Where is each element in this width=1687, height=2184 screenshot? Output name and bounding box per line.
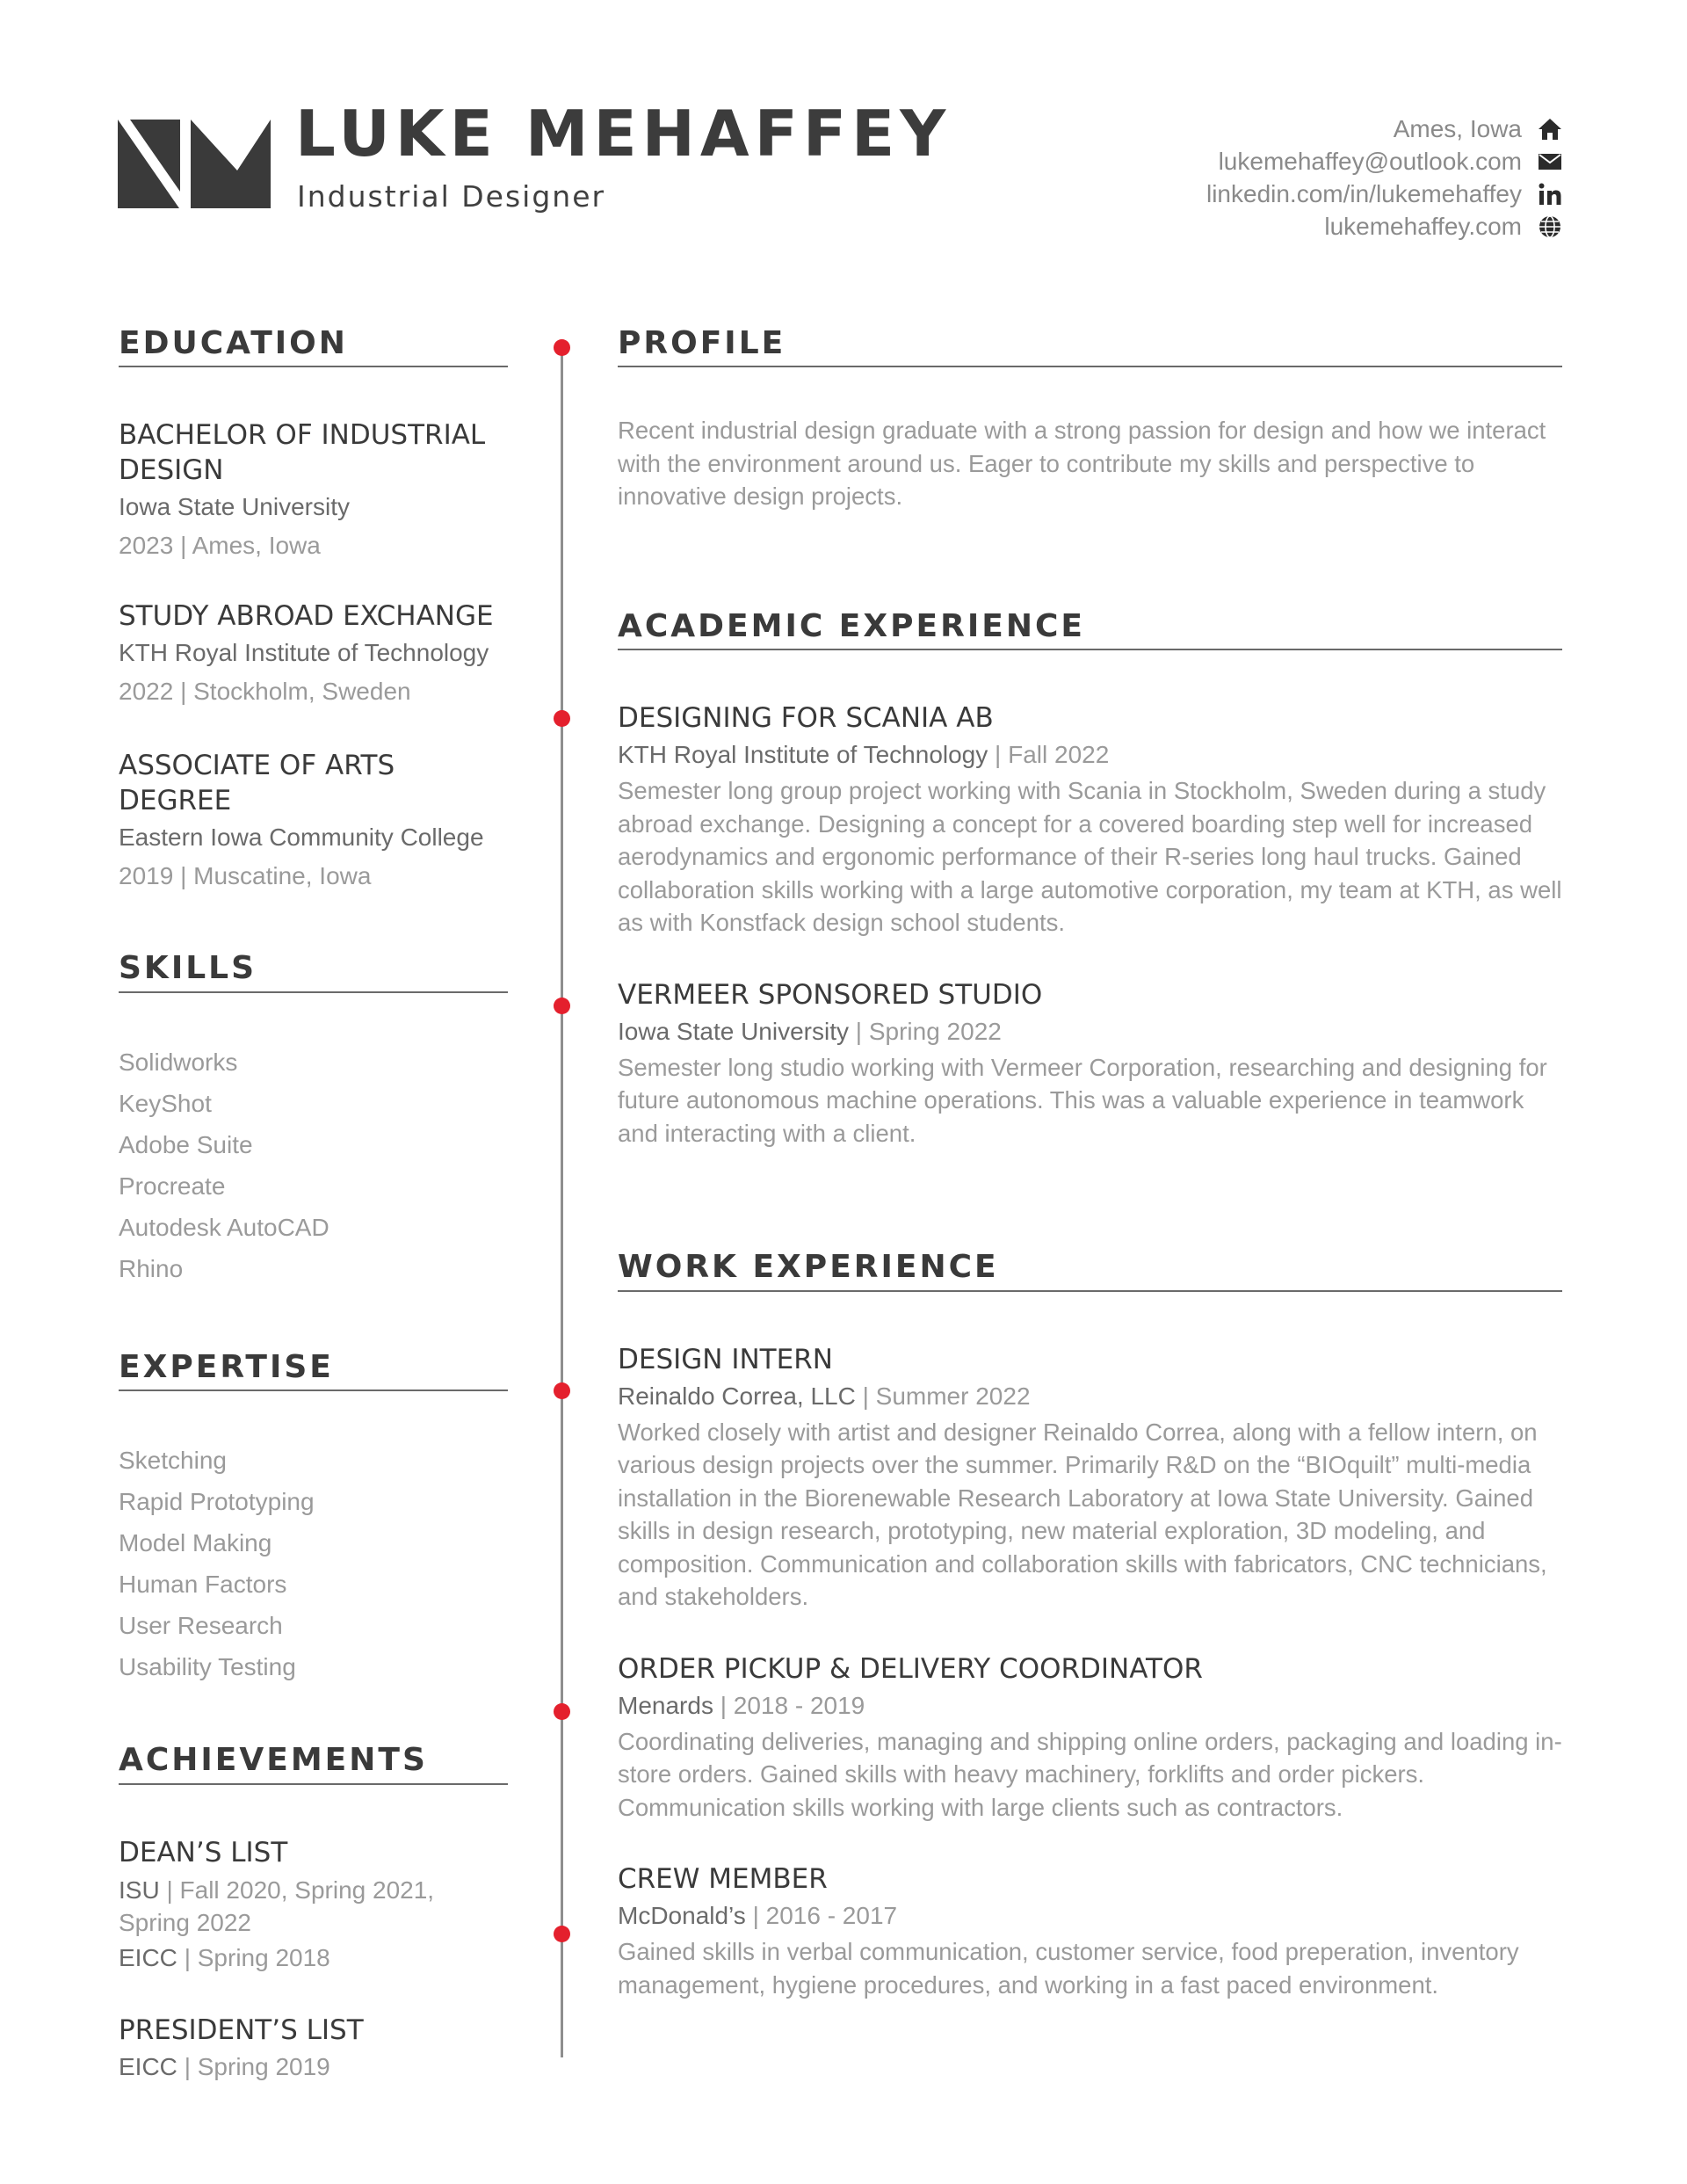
expertise-item: Rapid Prototyping	[119, 1488, 315, 1516]
experience-title: CREW MEMBER	[618, 1863, 828, 1896]
experience-sub	[618, 1687, 1562, 1725]
timeline-dot-profile	[554, 339, 570, 356]
skills-heading: SKILLS	[119, 950, 508, 992]
education-school: Iowa State University	[119, 493, 350, 521]
separator: |	[184, 1943, 198, 1971]
experience-sub	[618, 1377, 1562, 1416]
candidate-title: Industrial Designer	[297, 179, 606, 214]
experience-org: Reinaldo Correa, LLC	[618, 1382, 856, 1410]
achievement-title: PRESIDENT’S LIST	[119, 2013, 364, 2046]
achievement-org: ISU	[119, 1876, 160, 1904]
timeline-dot-menards	[554, 1703, 570, 1720]
academic-item	[618, 977, 1562, 1150]
contact-location	[1206, 112, 1562, 145]
experience-desc: Semester long group project working with Scania in Stockholm, Sweden during a study abroad exchange. Designing a concept for a covered boarding step well for increased aerodynamics and ergonomic performance of their R-series long haul trucks. Gained collaboration skills working with a large automotive corporation, my team at KTH, as well as with Konstfack design school students.	[618, 777, 1562, 937]
experience-title: DESIGNING FOR SCANIA AB	[618, 702, 994, 735]
achievement-line	[119, 1870, 508, 1939]
home-icon	[1538, 117, 1562, 141]
education-item	[119, 748, 508, 896]
experience-title: ORDER PICKUP & DELIVERY COORDINATOR	[618, 1652, 1203, 1685]
profile-heading: PROFILE	[618, 325, 1562, 367]
education-item	[119, 599, 508, 711]
separator: |	[166, 1876, 180, 1904]
left-column	[119, 325, 508, 2086]
experience-date: Summer 2022	[875, 1382, 1031, 1410]
linkedin-icon	[1538, 182, 1562, 207]
education-item	[119, 417, 508, 565]
achievement-date: Spring 2018	[197, 1943, 330, 1971]
contact-linkedin[interactable]	[1206, 178, 1562, 210]
skills-list	[119, 1041, 508, 1289]
separator: |	[855, 1017, 869, 1045]
experience-title: DESIGN INTERN	[618, 1343, 833, 1375]
achievement-line	[119, 1939, 508, 1977]
achievement-item	[119, 2013, 508, 2086]
skill-item: Autodesk AutoCAD	[119, 1213, 329, 1241]
achievement-item	[119, 1835, 508, 1977]
achievement-title: DEAN’S LIST	[119, 1836, 288, 1868]
work-item	[618, 1861, 1562, 2001]
profile-text: Recent industrial design graduate with a strong passion for design and how we interact with the environment around us. Eager to contribute my skills and perspective to innovative design projects.	[618, 417, 1546, 511]
timeline-dot-vermeer	[554, 998, 570, 1014]
expertise-item: User Research	[119, 1612, 283, 1640]
experience-org: KTH Royal Institute of Technology	[618, 741, 988, 769]
experience-sub	[618, 736, 1562, 774]
separator: |	[720, 1691, 734, 1719]
expertise-item: Usability Testing	[119, 1653, 296, 1681]
experience-date: 2016 - 2017	[765, 1902, 898, 1930]
work-item	[618, 1342, 1562, 1614]
experience-desc: Worked closely with artist and designer Reinaldo Correa, along with a fellow intern, on various design projects over the summer. Primarily R&D on the “BIOquilt” multi-media installation in the Biorenewable Research Laboratory at Iowa State University. Gained skills in design research, prototyping, new material exploration, 3D modeling, and composition. Communication and collaboration skills with fabricators, CNC technicians, and stakeholders.	[618, 1418, 1547, 1611]
education-degree: STUDY ABROAD EXCHANGE	[119, 600, 494, 633]
contact-email[interactable]	[1206, 145, 1562, 178]
experience-date: Fall 2022	[1008, 741, 1110, 769]
experience-desc: Semester long studio working with Vermeer Corporation, researching and designing for future autonomous machine operations. This was a valuable experience in teamwork and interacting with a client.	[618, 1053, 1547, 1147]
skill-item: Procreate	[119, 1172, 226, 1200]
right-column	[618, 325, 1562, 2001]
academic-heading: ACADEMIC EXPERIENCE	[618, 608, 1562, 650]
timeline-line	[561, 347, 563, 2057]
education-meta: 2019 | Muscatine, Iowa	[119, 862, 372, 890]
experience-date: 2018 - 2019	[733, 1691, 865, 1719]
achievements-heading: ACHIEVEMENTS	[119, 1742, 508, 1784]
work-heading: WORK EXPERIENCE	[618, 1249, 1562, 1291]
education-meta: 2022 | Stockholm, Sweden	[119, 678, 411, 706]
experience-title: VERMEER SPONSORED STUDIO	[618, 978, 1043, 1011]
achievement-date: Spring 2019	[197, 2052, 330, 2080]
skill-item: Rhino	[119, 1254, 184, 1282]
work-item	[618, 1651, 1562, 1825]
contact-location-text: Ames, Iowa	[1393, 114, 1522, 142]
expertise-item: Human Factors	[119, 1571, 287, 1599]
expertise-item: Model Making	[119, 1529, 272, 1557]
experience-desc: Coordinating deliveries, managing and shipping online orders, packaging and loading in-store orders. Gained skills with heavy machinery, forklifts and order pickers. Communication skills working with large clients such as contractors.	[618, 1727, 1562, 1821]
contact-block	[1206, 112, 1562, 243]
achievement-date: Fall 2020, Spring 2021, Spring 2022	[119, 1876, 435, 1936]
separator: |	[752, 1902, 766, 1930]
education-degree: ASSOCIATE OF ARTS DEGREE	[119, 750, 395, 817]
achievement-org: EICC	[119, 1943, 177, 1971]
envelope-icon	[1538, 149, 1562, 174]
achievement-line	[119, 2048, 508, 2086]
experience-sub	[618, 1012, 1562, 1051]
education-school: KTH Royal Institute of Technology	[119, 639, 489, 667]
candidate-name: LUKE MEHAFFEY	[295, 97, 952, 171]
skill-item: Solidworks	[119, 1048, 238, 1076]
globe-icon	[1538, 214, 1562, 239]
contact-website-text[interactable]: lukemehaffey.com	[1324, 212, 1522, 240]
separator: |	[862, 1382, 876, 1410]
contact-email-text[interactable]: lukemehaffey@outlook.com	[1218, 147, 1522, 175]
expertise-heading: EXPERTISE	[119, 1349, 508, 1391]
timeline-dot-mcdonalds	[554, 1926, 570, 1942]
monogram-logo-icon	[118, 120, 271, 208]
separator: |	[995, 741, 1009, 769]
contact-linkedin-text[interactable]: linkedin.com/in/lukemehaffey	[1206, 179, 1522, 207]
experience-desc: Gained skills in verbal communication, customer service, food preperation, inventory management, hygiene procedures, and working in a fast paced environment.	[618, 1938, 1519, 1999]
expertise-item: Sketching	[119, 1447, 227, 1475]
academic-item	[618, 700, 1562, 940]
education-degree: BACHELOR OF INDUSTRIAL DESIGN	[119, 419, 486, 487]
timeline-dot-design-intern	[554, 1382, 570, 1399]
education-heading: EDUCATION	[119, 325, 508, 367]
achievement-org: EICC	[119, 2052, 177, 2080]
experience-org: McDonald’s	[618, 1902, 746, 1930]
logo	[118, 120, 271, 208]
contact-website[interactable]	[1206, 210, 1562, 243]
education-meta: 2023 | Ames, Iowa	[119, 532, 321, 560]
separator: |	[184, 2052, 198, 2080]
experience-org: Menards	[618, 1691, 713, 1719]
experience-sub	[618, 1897, 1562, 1935]
education-school: Eastern Iowa Community College	[119, 824, 484, 852]
skill-item: KeyShot	[119, 1089, 212, 1117]
experience-date: Spring 2022	[868, 1017, 1002, 1045]
experience-org: Iowa State University	[618, 1017, 849, 1045]
timeline-dot-scania	[554, 710, 570, 727]
expertise-list	[119, 1440, 508, 1687]
skill-item: Adobe Suite	[119, 1130, 253, 1158]
